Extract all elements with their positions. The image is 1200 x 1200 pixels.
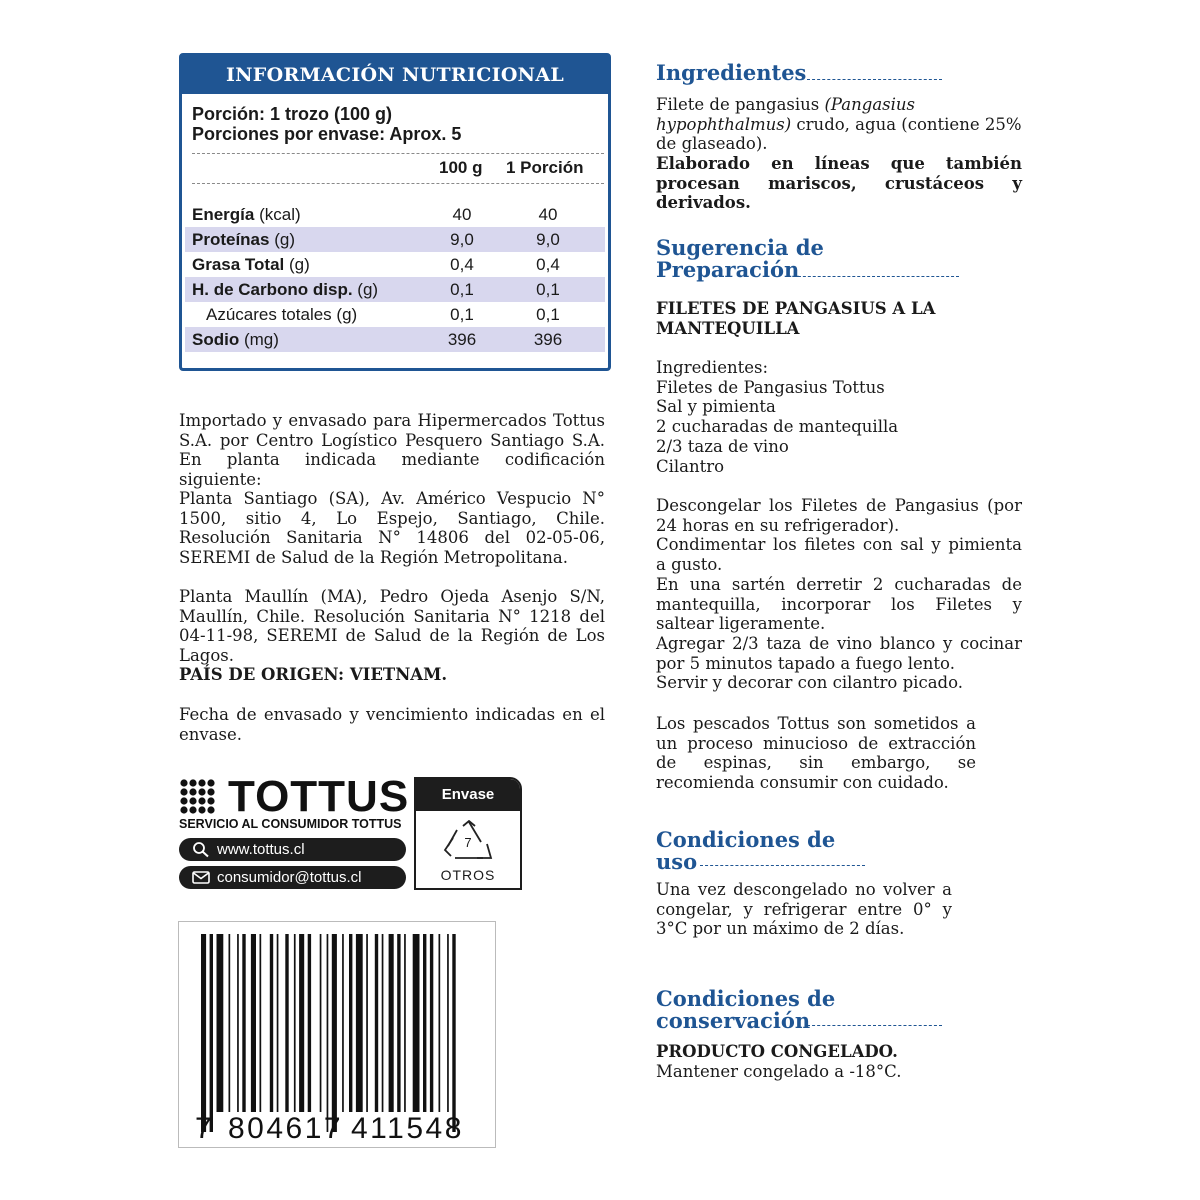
barcode-bar: [423, 934, 426, 1112]
list-item: 2/3 taza de vino: [656, 436, 789, 456]
recipe-steps: [656, 496, 1022, 693]
recipe-title-line2: MANTEQUILLA: [656, 318, 800, 338]
barcode-bar: [251, 934, 256, 1112]
suggestion-heading-line2: Preparación: [656, 257, 800, 282]
use-conditions-text: Una vez descongelado no volver a congelar, y refrigerar entre 0° y 3°C por un máximo de 2 días.: [656, 880, 952, 939]
list-item: Cilantro: [656, 456, 725, 476]
recipe-step: Servir y decorar con cilantro picado.: [656, 673, 963, 693]
divider: [192, 183, 604, 184]
value-portion: 0,1: [536, 305, 560, 324]
bones-note: Los pescados Tottus son sometidos a un proceso minucioso de extracción de espinas, sin embargo, se recomienda consumir con cuidado.: [656, 714, 976, 793]
portion-size: Porción: 1 trozo (100 g): [192, 104, 393, 124]
barcode-bar: [201, 934, 206, 1132]
value-100g: 40: [452, 205, 472, 224]
suggestion-heading-line1: Sugerencia de: [656, 235, 824, 260]
plant-santiago-text: [179, 489, 605, 568]
nutrition-title: INFORMACIÓN NUTRICIONAL: [182, 56, 608, 94]
packaging-title: Envase: [416, 779, 520, 811]
barcode-bar: [342, 934, 344, 1112]
use-heading-line2: uso: [656, 849, 698, 874]
ingredients-heading: Ingredientes: [656, 60, 807, 85]
barcode-group-left: 804617: [228, 1112, 344, 1145]
packaging-recycling-box: [414, 777, 522, 890]
recycle-number: 7: [464, 835, 472, 850]
mail-icon: [192, 869, 210, 886]
heading-rule: [793, 276, 959, 277]
barcode-bar: [452, 934, 455, 1132]
nutrient-row-fat: [185, 252, 605, 277]
dates-note: Fecha de envasado y vencimiento indicadas en el envase.: [179, 705, 605, 744]
value-portion: 9,0: [536, 230, 560, 249]
recipe-ingredients-list: [656, 358, 1022, 476]
plant-maullin-paragraph: Planta Maullín (MA), Pedro Ojeda Asenjo S/N, Maullín, Chile. Resolución Sanitaria N° 1218 del 04-11-98, SEREMI de Salud de la Región de Los Lagos.: [179, 587, 605, 666]
column-header-portion: 1 Porción: [506, 158, 584, 177]
email-text: consumidor@tottus.cl: [217, 869, 362, 886]
barcode-bar: [285, 934, 288, 1112]
heading-rule: [807, 79, 942, 80]
nutrient-unit: (g): [336, 305, 358, 324]
barcode-bar: [320, 934, 322, 1112]
barcode-bar: [332, 934, 337, 1132]
plant-santiago-paragraph: Planta Santiago (SA), Av. Américo Vespucio N° 1500, sitio 4, Lo Espejo, Santiago, Chile. Resolución Sanitaria N° 14806 del 02-05-06, SEREMI de Salud de la Región Metropolitana.: [179, 489, 605, 568]
ingredients-text: [656, 95, 1022, 154]
recycle-label: OTROS: [440, 867, 496, 883]
nutrient-unit: (g): [357, 280, 379, 299]
barcode-bar: [447, 934, 449, 1112]
storage-conditions-text: [656, 1042, 956, 1081]
nutrient-name: Proteínas: [192, 230, 270, 249]
barcode-group-right: 411548: [351, 1112, 464, 1145]
ingredients-prefix: Filete de pangasius: [656, 95, 825, 114]
storage-bold: PRODUCTO CONGELADO.: [656, 1042, 898, 1061]
storage-heading-line1: Condiciones de: [656, 986, 836, 1011]
barcode-digit-first: 7: [195, 1112, 212, 1145]
barcode-bar: [308, 934, 311, 1112]
nutrient-row-sugars: [185, 302, 605, 327]
allergen-warning: Elaborado en líneas que también procesan mariscos, crustáceos y derivados.: [656, 154, 1022, 213]
value-100g: 0,1: [450, 305, 474, 324]
barcode-bar: [356, 934, 363, 1112]
barcode-bar: [366, 934, 368, 1112]
nutrient-unit: (mg): [243, 330, 279, 349]
nutrient-unit: (g): [274, 230, 295, 249]
barcode: [178, 921, 496, 1148]
customer-service-label: SERVICIO AL CONSUMIDOR TOTTUS: [179, 817, 402, 831]
heading-rule: [700, 865, 865, 866]
barcode-bar: [299, 934, 304, 1112]
nutrient-name: Sodio: [192, 330, 240, 349]
barcode-bar: [430, 934, 433, 1112]
value-100g: 9,0: [450, 230, 474, 249]
barcode-bar: [294, 934, 296, 1112]
list-item: Ingredientes:: [656, 358, 769, 377]
barcode-bar: [260, 934, 262, 1112]
barcode-bar: [439, 934, 441, 1112]
barcode-bar: [242, 934, 245, 1112]
barcode-bar: [389, 934, 394, 1112]
column-header-100g: 100 g: [439, 158, 483, 177]
list-item: Sal y pimienta: [656, 397, 776, 417]
recipe-title-line1: FILETES DE PANGASIUS A LA: [656, 299, 936, 318]
importer-text: [179, 411, 605, 490]
brand-name: TOTTUS: [228, 772, 410, 821]
ingredients-species: (Pangasius hypophthalmus): [656, 95, 916, 134]
nutrient-row-energy: [185, 202, 605, 227]
nutrient-name: H. de Carbono disp.: [192, 280, 353, 299]
nutrient-unit: (kcal): [259, 205, 301, 224]
barcode-bar: [217, 934, 224, 1112]
value-100g: 396: [447, 330, 477, 349]
value-portion: 0,1: [536, 280, 560, 299]
portions-per-pack: Porciones por envase: Aprox. 5: [192, 124, 462, 144]
barcode-bar: [327, 934, 329, 1132]
barcode-bar: [349, 934, 352, 1112]
recipe-step: Agregar 2/3 taza de vino blanco y cocinar por 5 minutos tapado a fuego lento.: [656, 633, 1022, 673]
plant-maullin-text: [179, 587, 605, 666]
nutrient-row-sodium: [185, 327, 605, 352]
origin-country: PAÍS DE ORIGEN: VIETNAM.: [179, 665, 448, 684]
value-portion: 0,4: [536, 255, 560, 274]
nutrient-row-protein: [185, 227, 605, 252]
nutrition-facts-panel: [179, 53, 611, 371]
ingredients-rest: crudo, agua (contiene 25% de glaseado).: [656, 114, 1022, 154]
barcode-bar: [382, 934, 384, 1112]
use-heading-line1: Condiciones de: [656, 827, 836, 852]
barcode-bar: [404, 934, 406, 1112]
portion-info: [192, 104, 461, 144]
barcode-bar: [375, 934, 378, 1112]
nutrient-name: Energía: [192, 205, 255, 224]
heading-rule: [807, 1025, 942, 1026]
value-100g: 0,1: [450, 280, 474, 299]
barcode-bar: [270, 934, 273, 1112]
list-item: 2 cucharadas de mantequilla: [656, 417, 899, 437]
value-portion: 396: [533, 330, 563, 349]
nutrient-unit: (g): [289, 255, 310, 274]
importer-paragraph: Importado y envasado para Hipermercados Tottus S.A. por Centro Logístico Pesquero Santiago S.A. En planta indicada mediante codificación siguiente:: [179, 411, 605, 490]
tottus-logo-icon: [180, 779, 220, 815]
search-icon: [192, 841, 210, 858]
value-100g: 0,4: [450, 255, 474, 274]
barcode-bar: [237, 934, 239, 1112]
barcode-bar: [210, 934, 213, 1132]
barcode-bar: [413, 934, 420, 1112]
recipe-step: En una sartén derretir 2 cucharadas de mantequilla, incorporar los Filetes y saltear ligeramente.: [656, 574, 1022, 634]
nutrient-name: Azúcares totales: [206, 305, 332, 324]
suggestion-heading: [656, 237, 824, 281]
nutrient-name: Grasa Total: [192, 255, 285, 274]
email-link[interactable]: [179, 866, 406, 889]
recipe-title: [656, 299, 1022, 338]
storage-text: Mantener congelado a -18°C.: [656, 1061, 902, 1081]
barcode-bar: [277, 934, 279, 1112]
website-link[interactable]: [179, 838, 406, 861]
website-text: www.tottus.cl: [217, 841, 305, 858]
barcode-bar: [229, 934, 231, 1112]
storage-heading-line2: conservación: [656, 1008, 811, 1033]
divider: [192, 153, 604, 154]
recipe-step: Descongelar los Filetes de Pangasius (por 24 horas en su refrigerador).: [656, 496, 1022, 535]
list-item: Filetes de Pangasius Tottus: [656, 377, 885, 397]
value-portion: 40: [538, 205, 558, 224]
use-conditions-heading: [656, 829, 835, 873]
nutrient-row-carbs: [185, 277, 605, 302]
barcode-bar: [397, 934, 400, 1112]
recipe-step: Condimentar los filetes con sal y pimienta a gusto.: [656, 535, 1022, 575]
